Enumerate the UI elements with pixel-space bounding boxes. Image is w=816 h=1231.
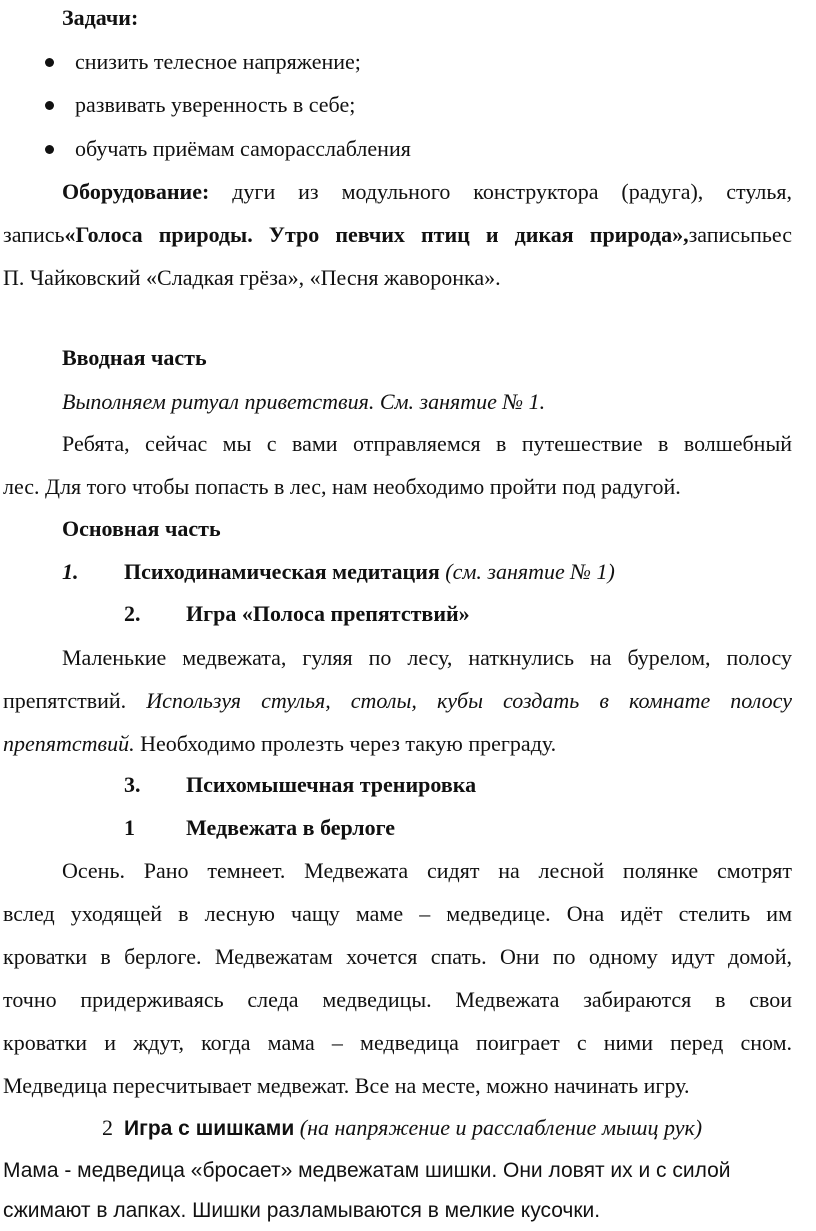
item-2-number: 2. bbox=[124, 601, 141, 626]
task-item: обучать приёмам саморасслабления bbox=[75, 136, 411, 161]
subitem-1-number: 1 bbox=[124, 815, 135, 840]
paragraph-1-line-1: Маленькие медвежата, гуляя по лесу, наткнулись на бурелом, полосу bbox=[62, 645, 792, 670]
paragraph-2-line: Медведица пересчитывает медвежат. Все на месте, можно начинать игру. bbox=[3, 1073, 690, 1098]
equipment-label: Оборудование: bbox=[62, 179, 210, 204]
intro-ritual: Выполняем ритуал приветствия. См. занятие № 1. bbox=[62, 389, 546, 414]
equipment-line-1: Оборудование: дуги из модульного конструктора (радуга), стулья, bbox=[62, 179, 792, 204]
task-item: развивать уверенность в себе; bbox=[75, 92, 356, 117]
paragraph-2-line: вслед уходящей в лесную чащу маме – медведице. Она идёт стелить им bbox=[3, 901, 792, 926]
paragraph-1-line-3: препятствий. Необходимо пролезть через такую преграду. bbox=[3, 731, 557, 756]
paragraph-2-line: кроватки и ждут, когда мама – медведица поиграет с ними перед сном. bbox=[3, 1030, 792, 1055]
paragraph-3-line-1: Мама - медведица «бросает» медвежатам шишки. Они ловят их и с силой bbox=[3, 1159, 731, 1182]
intro-line-2: лес. Для того чтобы попасть в лес, нам необходимо пройти под радугой. bbox=[3, 474, 681, 499]
item-1-number: 1. bbox=[62, 559, 79, 584]
paragraph-3-line-2: сжимают в лапках. Шишки разламываются в мелкие кусочки. bbox=[3, 1199, 601, 1222]
task-item: снизить телесное напряжение; bbox=[75, 49, 361, 74]
equipment-line-2: запись«Голоса природы. Утро певчих птиц и дикая природа»,записьпьес bbox=[3, 222, 792, 247]
tasks-heading: Задачи: bbox=[62, 5, 139, 30]
intro-line-1: Ребята, сейчас мы с вами отправляемся в путешествие в волшебный bbox=[62, 431, 792, 456]
paragraph-1-line-2: препятствий. Используя стулья, столы, кубы создать в комнате полосу bbox=[3, 688, 792, 713]
main-heading: Основная часть bbox=[62, 516, 221, 541]
subitem-2: Игра с шишками (на напряжение и расслабление мышц рук) bbox=[124, 1115, 703, 1140]
item-1: Психодинамическая медитация (см. занятие № 1) bbox=[124, 559, 615, 584]
item-2-title: Игра «Полоса препятствий» bbox=[186, 601, 470, 626]
bullet-icon bbox=[45, 145, 54, 154]
paragraph-2-line: точно придерживаясь следа медведицы. Медвежата забираются в свои bbox=[3, 987, 792, 1012]
subitem-2-number: 2 bbox=[102, 1115, 113, 1140]
paragraph-2-line: Осень. Рано темнеет. Медвежата сидят на лесной полянке смотрят bbox=[62, 858, 792, 883]
paragraph-2-line: кроватки в берлоге. Медвежатам хочется спать. Они по одному идут домой, bbox=[3, 944, 792, 969]
item-3-title: Психомышечная тренировка bbox=[186, 772, 477, 797]
item-3-number: 3. bbox=[124, 772, 141, 797]
equipment-line-3: П. Чайковский «Сладкая грёза», «Песня жаворонка». bbox=[3, 265, 501, 290]
bullet-icon bbox=[45, 58, 54, 67]
subitem-1-title: Медвежата в берлоге bbox=[186, 815, 396, 840]
intro-heading: Вводная часть bbox=[62, 345, 207, 370]
bullet-icon bbox=[45, 101, 54, 110]
